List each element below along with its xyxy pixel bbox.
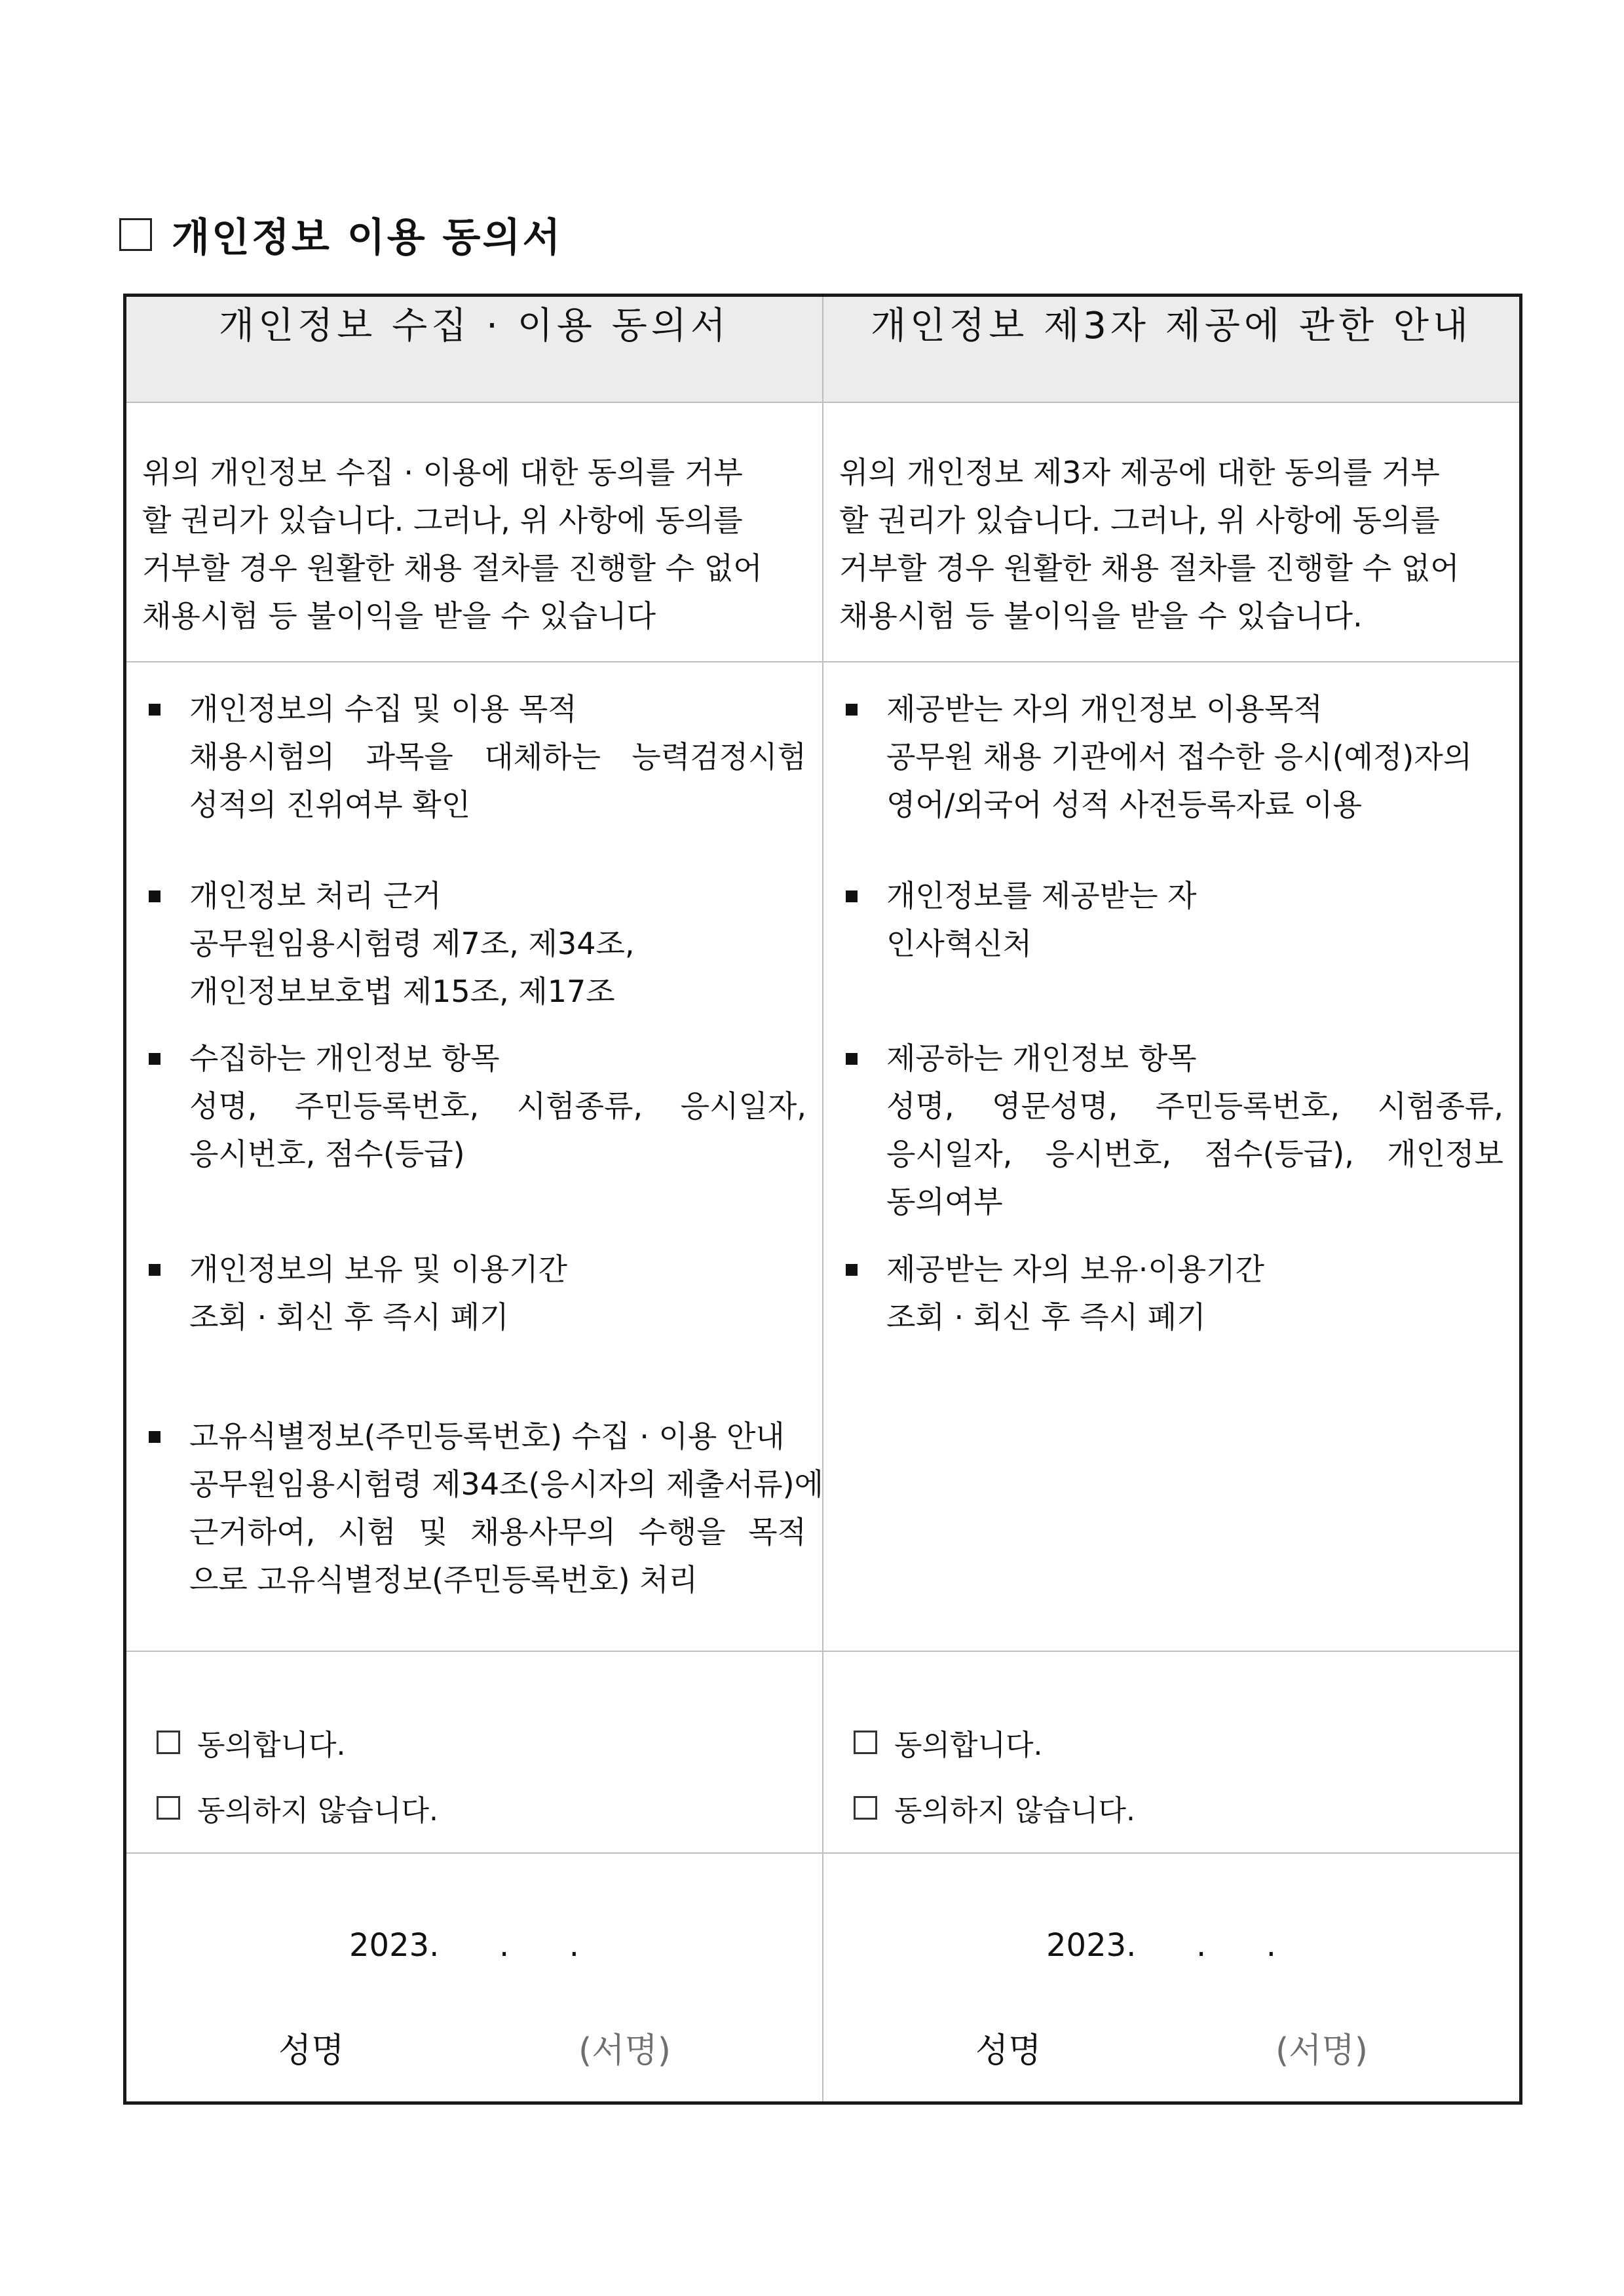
consent-cell-right xyxy=(823,1651,1521,1853)
name-label: 성명 xyxy=(975,2031,1042,2071)
signature-block-right xyxy=(823,1854,1519,2101)
date-field[interactable]: 2023. . . xyxy=(1046,1927,1277,1964)
signature-field[interactable]: (서명) xyxy=(578,2031,671,2071)
disagree-checkbox[interactable] xyxy=(854,1796,877,1820)
consent-row xyxy=(125,1651,1521,1853)
bullet-icon xyxy=(846,704,858,716)
notice-line: 채용시험 등 불이익을 받을 수 있습니다 xyxy=(142,598,656,634)
agree-label: 동의합니다. xyxy=(894,1729,1043,1762)
item-legal-basis xyxy=(126,872,822,1016)
item-line: 근거하여, 시험 및 채용사무의 수행을 목적 xyxy=(189,1514,806,1550)
signature-cell-left xyxy=(125,1853,823,2103)
disagree-label: 동의하지 않습니다. xyxy=(197,1794,439,1827)
item-line: 으로 고유식별정보(주민등록번호) 처리 xyxy=(189,1562,698,1598)
notice-row xyxy=(125,402,1521,662)
bullet-icon xyxy=(846,1053,858,1065)
name-label: 성명 xyxy=(278,2031,345,2071)
item-line: 채용시험의 과목을 대체하는 능력검정시험 xyxy=(189,739,806,775)
notice-line: 거부할 경우 원활한 채용 절차를 진행할 수 없어 xyxy=(839,550,1460,586)
agree-option[interactable] xyxy=(157,1710,822,1775)
item-unique-id xyxy=(126,1413,822,1604)
notice-right xyxy=(823,403,1519,640)
notice-left xyxy=(126,403,822,640)
signature-block-left xyxy=(126,1854,822,2101)
item-line: 인사혁신처 xyxy=(886,926,1032,961)
header-third-party: 개인정보 제3자 제공에 관한 안내 xyxy=(823,296,1521,403)
item-provided-fields xyxy=(823,1035,1519,1226)
bullet-icon xyxy=(149,890,161,902)
item-line: 영어/외국어 성적 사전등록자료 이용 xyxy=(886,787,1362,822)
item-line: 개인정보보호법 제15조, 제17조 xyxy=(189,974,615,1009)
bullet-icon xyxy=(149,1053,161,1065)
item-line: 성명, 주민등록번호, 시험종류, 응시일자, xyxy=(189,1088,806,1124)
signature-cell-right xyxy=(823,1853,1521,2103)
notice-line: 할 권리가 있습니다. 그러나, 위 사항에 동의를 xyxy=(839,503,1440,538)
bullet-icon xyxy=(149,1431,161,1443)
bullet-icon xyxy=(149,704,161,716)
header-row xyxy=(125,296,1521,403)
item-heading: 개인정보를 제공받는 자 xyxy=(886,878,1197,913)
agree-checkbox[interactable] xyxy=(854,1731,877,1754)
item-line: 성적의 진위여부 확인 xyxy=(189,787,471,822)
notice-line: 채용시험 등 불이익을 받을 수 있습니다. xyxy=(839,598,1363,634)
item-heading: 개인정보의 수집 및 이용 목적 xyxy=(189,691,577,727)
signature-row xyxy=(125,1853,1521,2103)
item-line: 공무원임용시험령 제34조(응시자의 제출서류)에 xyxy=(189,1466,823,1502)
item-line: 공무원임용시험령 제7조, 제34조, xyxy=(189,926,635,961)
item-line: 조회 · 회신 후 즉시 폐기 xyxy=(189,1299,509,1335)
checkbox-icon xyxy=(119,218,152,251)
item-retention xyxy=(126,1246,822,1341)
item-heading: 제공받는 자의 보유·이용기간 xyxy=(886,1252,1265,1287)
consent-options-left xyxy=(126,1652,822,1841)
notice-line: 위의 개인정보 제3자 제공에 대한 동의를 거부 xyxy=(839,455,1440,490)
notice-line: 거부할 경우 원활한 채용 절차를 진행할 수 없어 xyxy=(142,550,763,586)
item-collected-fields xyxy=(126,1035,822,1178)
disagree-option[interactable] xyxy=(854,1775,1519,1841)
items-row xyxy=(125,662,1521,1651)
notice-cell-right xyxy=(823,402,1521,662)
date-field[interactable]: 2023. . . xyxy=(349,1927,580,1964)
agree-checkbox[interactable] xyxy=(157,1731,180,1754)
item-line: 성명, 영문성명, 주민등록번호, 시험종류, xyxy=(886,1088,1503,1124)
item-recipient-purpose xyxy=(823,685,1519,829)
right-items xyxy=(823,662,1519,1651)
item-heading: 제공하는 개인정보 항목 xyxy=(886,1041,1197,1076)
title-text: 개인정보 이용 동의서 xyxy=(172,215,563,261)
consent-options-right xyxy=(823,1652,1519,1841)
item-heading: 개인정보 처리 근거 xyxy=(189,878,442,913)
notice-line: 위의 개인정보 수집 · 이용에 대한 동의를 거부 xyxy=(142,455,743,490)
item-line: 공무원 채용 기관에서 접수한 응시(예정)자의 xyxy=(886,739,1473,775)
signature-field[interactable]: (서명) xyxy=(1275,2031,1369,2071)
item-purpose xyxy=(126,685,822,829)
item-recipient xyxy=(823,872,1519,968)
items-cell-left xyxy=(125,662,823,1651)
bullet-icon xyxy=(846,1264,858,1276)
item-heading: 고유식별정보(주민등록번호) 수집 · 이용 안내 xyxy=(189,1419,785,1454)
disagree-label: 동의하지 않습니다. xyxy=(894,1794,1136,1827)
item-line: 동의여부 xyxy=(886,1184,1003,1219)
item-heading: 개인정보의 보유 및 이용기간 xyxy=(189,1252,568,1287)
bullet-icon xyxy=(846,890,858,902)
consent-table xyxy=(123,294,1522,2105)
document-title xyxy=(119,208,562,261)
notice-line: 할 권리가 있습니다. 그러나, 위 사항에 동의를 xyxy=(142,503,743,538)
agree-label: 동의합니다. xyxy=(197,1729,346,1762)
bullet-icon xyxy=(149,1264,161,1276)
item-heading: 수집하는 개인정보 항목 xyxy=(189,1041,500,1076)
item-heading: 제공받는 자의 개인정보 이용목적 xyxy=(886,691,1323,727)
disagree-checkbox[interactable] xyxy=(157,1796,180,1820)
notice-cell-left xyxy=(125,402,823,662)
items-cell-right xyxy=(823,662,1521,1651)
item-line: 조회 · 회신 후 즉시 폐기 xyxy=(886,1299,1206,1335)
agree-option[interactable] xyxy=(854,1710,1519,1775)
header-collection-use: 개인정보 수집 · 이용 동의서 xyxy=(125,296,823,403)
item-recipient-retention xyxy=(823,1246,1519,1341)
left-items xyxy=(126,662,822,1651)
item-line: 응시일자, 응시번호, 점수(등급), 개인정보 xyxy=(886,1136,1503,1172)
consent-cell-left xyxy=(125,1651,823,1853)
item-line: 응시번호, 점수(등급) xyxy=(189,1136,465,1172)
disagree-option[interactable] xyxy=(157,1775,822,1841)
